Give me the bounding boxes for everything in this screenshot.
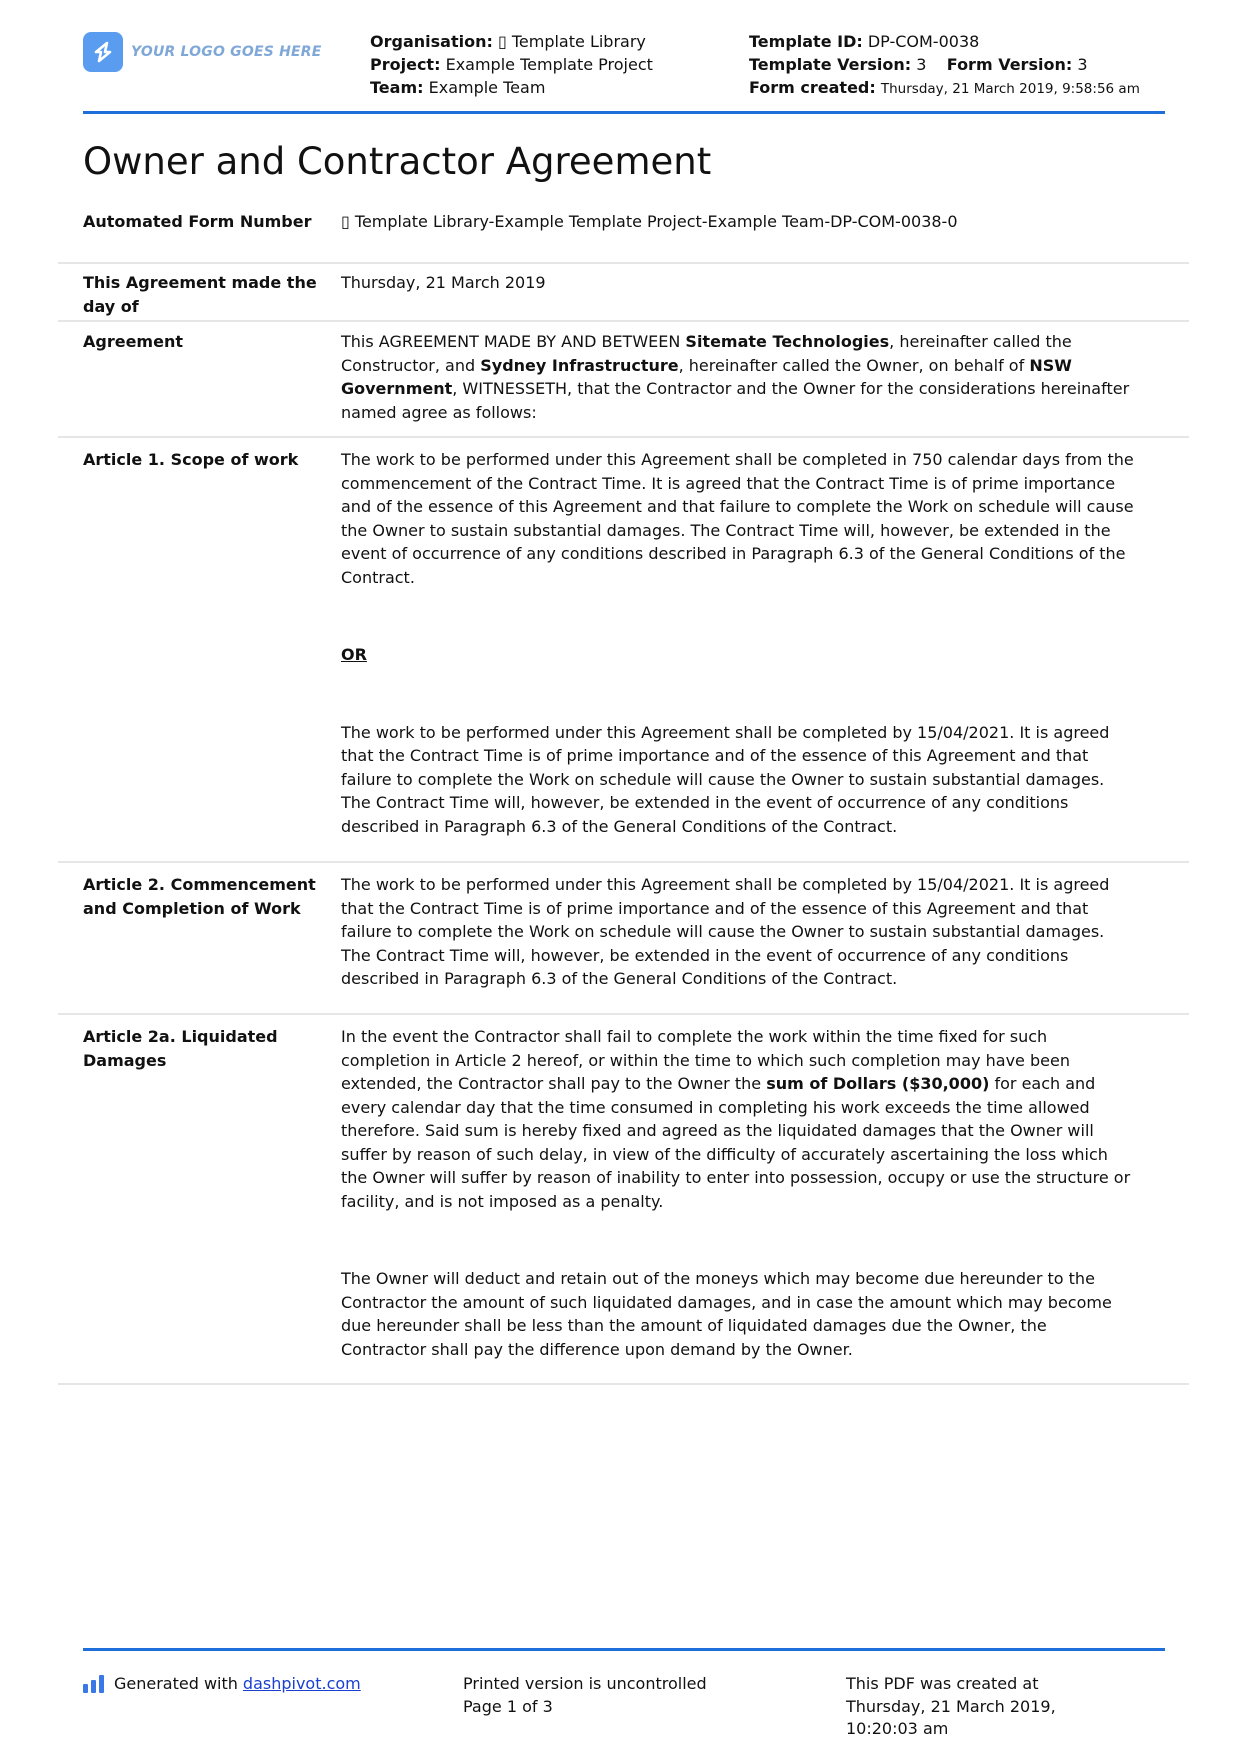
uncontrolled-note: Printed version is uncontrolled — [463, 1674, 707, 1693]
field-label: Agreement — [83, 332, 183, 351]
field-row-agreement — [58, 322, 1189, 438]
header-meta-right — [749, 30, 1140, 101]
project-value: Example Template Project — [445, 55, 653, 74]
agreement-text: , hereinafter called the Constructor, and — [341, 332, 1072, 375]
damages-sum: sum of Dollars ($30,000) — [766, 1074, 990, 1093]
form-version-value: 3 — [1077, 55, 1088, 74]
form-created-value: Thursday, 21 March 2019, 9:58:56 am — [880, 81, 1140, 97]
article-2a-paragraph-1 — [341, 1025, 1135, 1213]
template-id-value: DP-COM-0038 — [867, 32, 980, 51]
print-notice — [463, 1673, 707, 1718]
generated-prefix: Generated with — [114, 1674, 238, 1693]
agreement-text: , WITNESSETH, that the Contractor and the Owner for the considerations hereinafter named agree as follows: — [341, 379, 1130, 422]
field-value — [341, 448, 1135, 861]
field-value: Thursday, 21 March 2019 — [341, 273, 546, 292]
field-value: The work to be performed under this Agreement shall be completed by 15/04/2021. It is agreed that the Contract Time is of prime importance and of the essence of this Agreement and that failure to complete the Work on schedule will cause the Owner to sustain substantial damages. The Contract Time will, however, be extended in the event of occurrence of any conditions described in Paragraph 6.3 of the General Conditions of the Contract. — [341, 875, 1110, 988]
field-row-agreement-date — [58, 264, 1189, 322]
field-value — [341, 1025, 1135, 1383]
field-row-article-2a — [58, 1015, 1189, 1385]
project-label: Project: — [370, 55, 441, 74]
agreement-text: This AGREEMENT MADE BY AND BETWEEN — [341, 332, 686, 351]
template-version-label: Template Version: — [749, 55, 912, 74]
article-1-or: OR — [341, 645, 367, 664]
article-2a-paragraph-2: The Owner will deduct and retain out of the moneys which may become due hereunder to the Contractor the amount of such liquidated damages, and in case the amount which may become due hereunder shall be less than the amount of liquidated damages due the Owner, the Contractor shall pay the difference upon demand by the Owner. — [341, 1269, 1112, 1359]
field-value: ▯ Template Library-Example Template Project-Example Team-DP-COM-0038-0 — [341, 212, 958, 231]
agreement-text: , hereinafter called the Owner, on behalf of — [678, 355, 1030, 375]
party-owner: Sydney Infrastructure — [480, 355, 679, 375]
field-label: This Agreement made the day of — [83, 273, 317, 316]
field-row-form-number — [58, 208, 1189, 264]
dashpivot-icon — [83, 1675, 104, 1693]
field-row-article-1 — [58, 438, 1189, 863]
header-meta-left — [370, 30, 653, 99]
field-label: Article 1. Scope of work — [83, 450, 299, 469]
pdf-created — [846, 1673, 1126, 1741]
article-2a-text: for each and every calendar day that the time consumed in completing his work exceeds the time allowed therefore. Said sum is hereby fixed and agreed as the liquidated damages that the Owner will suffer by reason of such delay, in view of the difficulty of accurately ascertaining the loss which the Owner will suffer by reason of inability to enter into possession, occupy or use the structure or facility, and is not imposed as a penalty. — [341, 1074, 1131, 1211]
logo-icon — [83, 32, 123, 72]
document-header — [83, 0, 1165, 114]
field-label: Automated Form Number — [83, 212, 312, 231]
party-behalf: NSW Government — [341, 355, 1072, 398]
form-fields — [58, 208, 1189, 1385]
article-1-paragraph-2: The work to be performed under this Agreement shall be completed by 15/04/2021. It is agreed that the Contract Time is of prime importance and of the essence of this Agreement and that failure to complete the Work on schedule will cause the Owner to sustain substantial damages. The Contract Time will, however, be extended in the event of occurrence of any conditions described in Paragraph 6.3 of the General Conditions of the Contract. — [341, 722, 1110, 836]
document-footer — [83, 1648, 1165, 1751]
generated-with — [83, 1673, 361, 1696]
organisation-value: ▯ Template Library — [497, 32, 646, 51]
field-label: Article 2a. Liquidated Damages — [83, 1027, 278, 1070]
field-row-article-2 — [58, 863, 1189, 1015]
company-logo — [83, 32, 322, 72]
page-number: Page 1 of 3 — [463, 1696, 553, 1716]
field-label: Article 2. Commencement and Completion of Work — [83, 875, 316, 918]
organisation-label: Organisation: — [370, 32, 493, 51]
article-2a-text: In the event the Contractor shall fail to complete the work within the time fixed for such completion in Article 2 hereof, or within the time to which such completion may have been extended, the Contractor shall pay to the Owner the — [341, 1027, 1070, 1093]
template-version-value: 3 — [916, 55, 927, 74]
pdf-created-label: This PDF was created at — [846, 1674, 1039, 1693]
field-value — [341, 330, 1135, 436]
logo-text: YOUR LOGO GOES HERE — [131, 44, 322, 60]
article-1-paragraph-1: The work to be performed under this Agreement shall be completed in 750 calendar days from the commencement of the Contract Time. It is agreed that the Contract Time is of prime importance and of the essence of this Agreement and that failure to complete the Work on schedule will cause the Owner to sustain substantial damages. The Contract Time will, however, be extended in the event of occurrence of any conditions described in Paragraph 6.3 of the General Conditions of the Contract. — [341, 450, 1134, 587]
pdf-created-timestamp: Thursday, 21 March 2019, 10:20:03 am — [846, 1696, 1056, 1738]
dashpivot-link[interactable]: dashpivot.com — [242, 1674, 361, 1693]
template-id-label: Template ID: — [749, 32, 863, 51]
page-title: Owner and Contractor Agreement — [83, 140, 712, 183]
party-constructor: Sitemate Technologies — [685, 332, 890, 351]
form-created-label: Form created: — [749, 78, 876, 97]
form-version-label: Form Version: — [946, 55, 1073, 74]
team-value: Example Team — [428, 78, 546, 97]
team-label: Team: — [370, 78, 424, 97]
